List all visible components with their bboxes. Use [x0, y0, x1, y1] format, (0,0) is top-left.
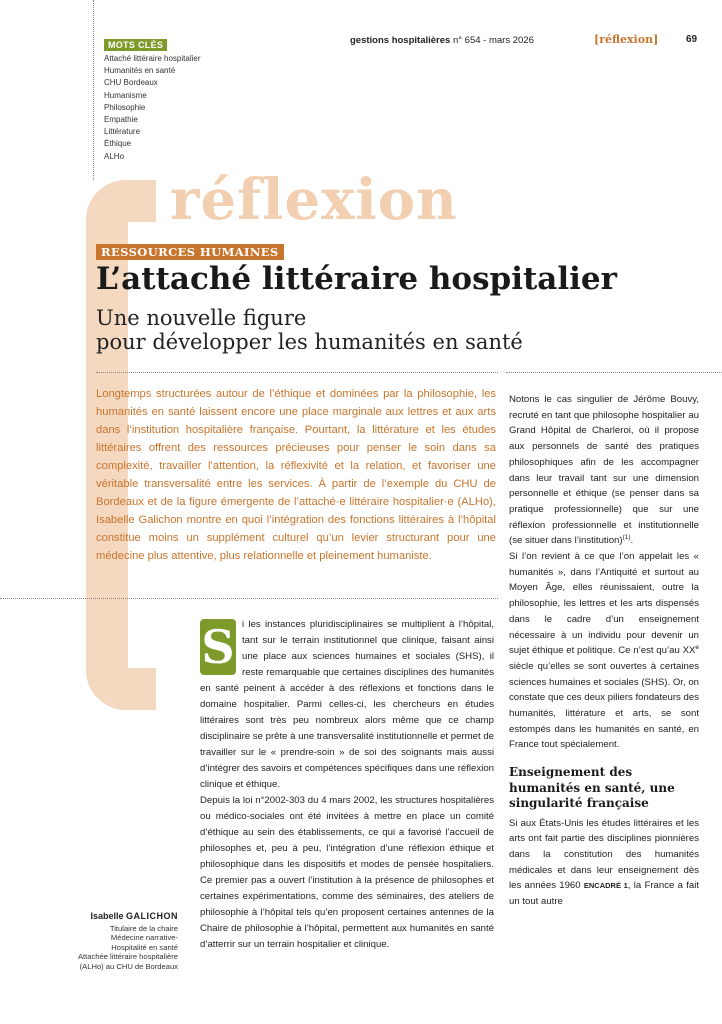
paragraph-text: siècle qu’elles se sont ouvertes à certaines sciences humaines et sociales (SHS). Or, on constate que ces deux piliers fondateurs des humanités, littérature et arts, se sont estompés dans les humanités en santé, en France tout spécialement.: [509, 660, 699, 751]
keyword-item: Éthique: [104, 139, 132, 149]
author-role: Titulaire de la chaire: [109, 923, 178, 933]
drop-cap: S: [201, 620, 235, 674]
author-block: [60, 912, 178, 972]
paragraph-text: , la France a fait un tout autre: [509, 880, 700, 908]
century-suffix: e: [695, 644, 699, 652]
section-tag: [réflexion]: [594, 33, 659, 46]
author-role: Médecine narrative-: [110, 933, 178, 943]
dotted-divider: [0, 598, 498, 599]
subtitle-line-2: pour développer les humanités en santé: [96, 330, 523, 354]
article-subtitle: [96, 306, 523, 354]
section-watermark: réflexion: [170, 167, 458, 233]
subtitle-line-1: Une nouvelle figure: [96, 306, 307, 330]
page-number: 69: [686, 34, 698, 45]
author-name: [60, 912, 178, 922]
paragraph-text: Notons le cas singulier de Jérôme Bouvy, recruté en tant que philosophe hospitalier au Grand Hôpital de Charleroi, où il propose aux personnels de santé des pratiques philosophiques afin de les accompagner dans leur travail tant sur une dimension personnelle et éthique (se penser dans sa pratique professionnelle) que sur une réflexion professionnelle et institutionnelle (se situer dans l’institution): [509, 394, 699, 547]
article-title: L’attaché littéraire hospitalier: [96, 261, 617, 297]
body-paragraph: [509, 816, 699, 910]
lead-paragraph: Longtemps structurées autour de l’éthique et dominées par la philosophie, les humanités en santé laissent encore une place marginale aux lettres et aux arts dans l’institution hospitalière française. Pourtant, la littérature et les études littéraires offrent des ressources précieuses pour penser le soin dans sa complexité, travailler l’attention, la réflexivité et la relation, et favoriser une véritable transversalité entre les services. À partir de l’exemple du CHU de Bordeaux et de la figure émergente de l’attaché·e littéraire hospitalier·e (ALHo), Isabelle Galichon montre en quoi l’intégration des fonctions littéraires à l’hôpital constitue moins un supplément culturel qu’un levier structurant pour une médecine plus attentive, plus relationnelle et pleinement humaniste.: [96, 388, 496, 562]
issue-info: n° 654 - mars 2026: [450, 35, 534, 46]
author-first-name: Isabelle: [90, 911, 126, 921]
keywords-list: [104, 53, 201, 163]
journal-header: [350, 35, 534, 46]
author-role: Attachée littéraire hospitalière: [77, 952, 178, 962]
author-role: (ALHo) au CHU de Bordeaux: [79, 961, 178, 971]
rubric-badge: RESSOURCES HUMAINES: [96, 244, 284, 260]
paragraph-text: Si l’on revient à ce que l’on appelait les « humanités », dans l’Antiquité et surtout au Moyen Âge, elles réunissaient, outre la philosophie, les lettres et les arts dispensés dans le cadre d’un enseignement nécessaire à un individu pour devenir un sujet éthique et politique. Ce n’est qu’au: [509, 551, 699, 657]
keyword-item: Humanités en santé: [104, 66, 176, 76]
keyword-item: Attaché littéraire hospitalier: [104, 54, 201, 63]
century-numeral: XX: [682, 645, 696, 657]
keyword-item: Empathie: [104, 115, 138, 125]
dotted-divider: [96, 372, 498, 373]
keywords-label: MOTS CLÉS: [104, 39, 167, 51]
body-paragraph: Depuis la loi n°2002-303 du 4 mars 2002, les structures hospitalières ou médico-sociales ont été invitées à mettre en place un comité d’éthique au sein des établissements, ce qui a favorisé l’accueil de philosophes et, peu à peu, l’intégration d’une réflexion éthique et philosophique dans les dispositifs et modes de pensée hospitaliers. Ce premier pas a ouvert l’institution à la présence de philosophes et certaines expérimentations, comme des séminaires, des ateliers de philosophie à l’hôpital tels qu’en proposent certaines antennes de la Chaire de philosophie à l’hôpital, permettent aux humanités en santé d’atterrir sur un terrain hospitalier et clinique.: [200, 795, 494, 950]
keyword-item: CHU Bordeaux: [104, 78, 158, 88]
journal-name: gestions hospitalières: [350, 35, 451, 46]
body-paragraph: i les instances pluridisciplinaires se multiplient à l’hôpital, tant sur le terrain institutionnel que clinique, faisant ainsi une place aux sciences humaines et sociales (SHS), il reste remarquable que certaines disciplines des humanités en santé peinent à accéder à des réflexions et fonctions dans le domaine hospitalier. Parmi celles-ci, les chercheurs en études littéraires sont très peu nombreux alors même que ce champ disciplinaire se prête à une transversalité institutionnelle et permet de travailler sur le « prendre-soin » de soi des soignants mais aussi d’intégrer des savoirs et compétences spécifiques dans une réflexion clinique et éthique.: [200, 619, 494, 790]
body-paragraph: [509, 392, 699, 549]
author-role: Hospitalité en santé: [111, 942, 178, 952]
keyword-item: ALHo: [104, 151, 125, 161]
body-column-2: [509, 392, 699, 910]
body-paragraph: [509, 549, 699, 753]
section-heading: Enseignement des humanités en santé, une singularité française: [509, 765, 675, 811]
dotted-vertical-rule: [93, 0, 94, 180]
keyword-item: Littérature: [104, 127, 141, 137]
body-column-1: [200, 617, 494, 953]
box-reference[interactable]: ENCADRÉ 1: [583, 881, 628, 891]
footnote-ref[interactable]: (1): [622, 534, 631, 542]
keyword-item: Humanisme: [104, 90, 147, 100]
dotted-divider: [506, 372, 722, 373]
author-last-name: GALICHON: [126, 911, 178, 921]
keyword-item: Philosophie: [104, 102, 146, 112]
paragraph-text: .: [630, 535, 634, 547]
paragraph-text: Si aux États-Unis les études littéraires et les arts ont fait partie des disciplines pionnières dans la constitution des humanités médicales et dans leur enseignement dès les années 1960: [509, 817, 699, 892]
